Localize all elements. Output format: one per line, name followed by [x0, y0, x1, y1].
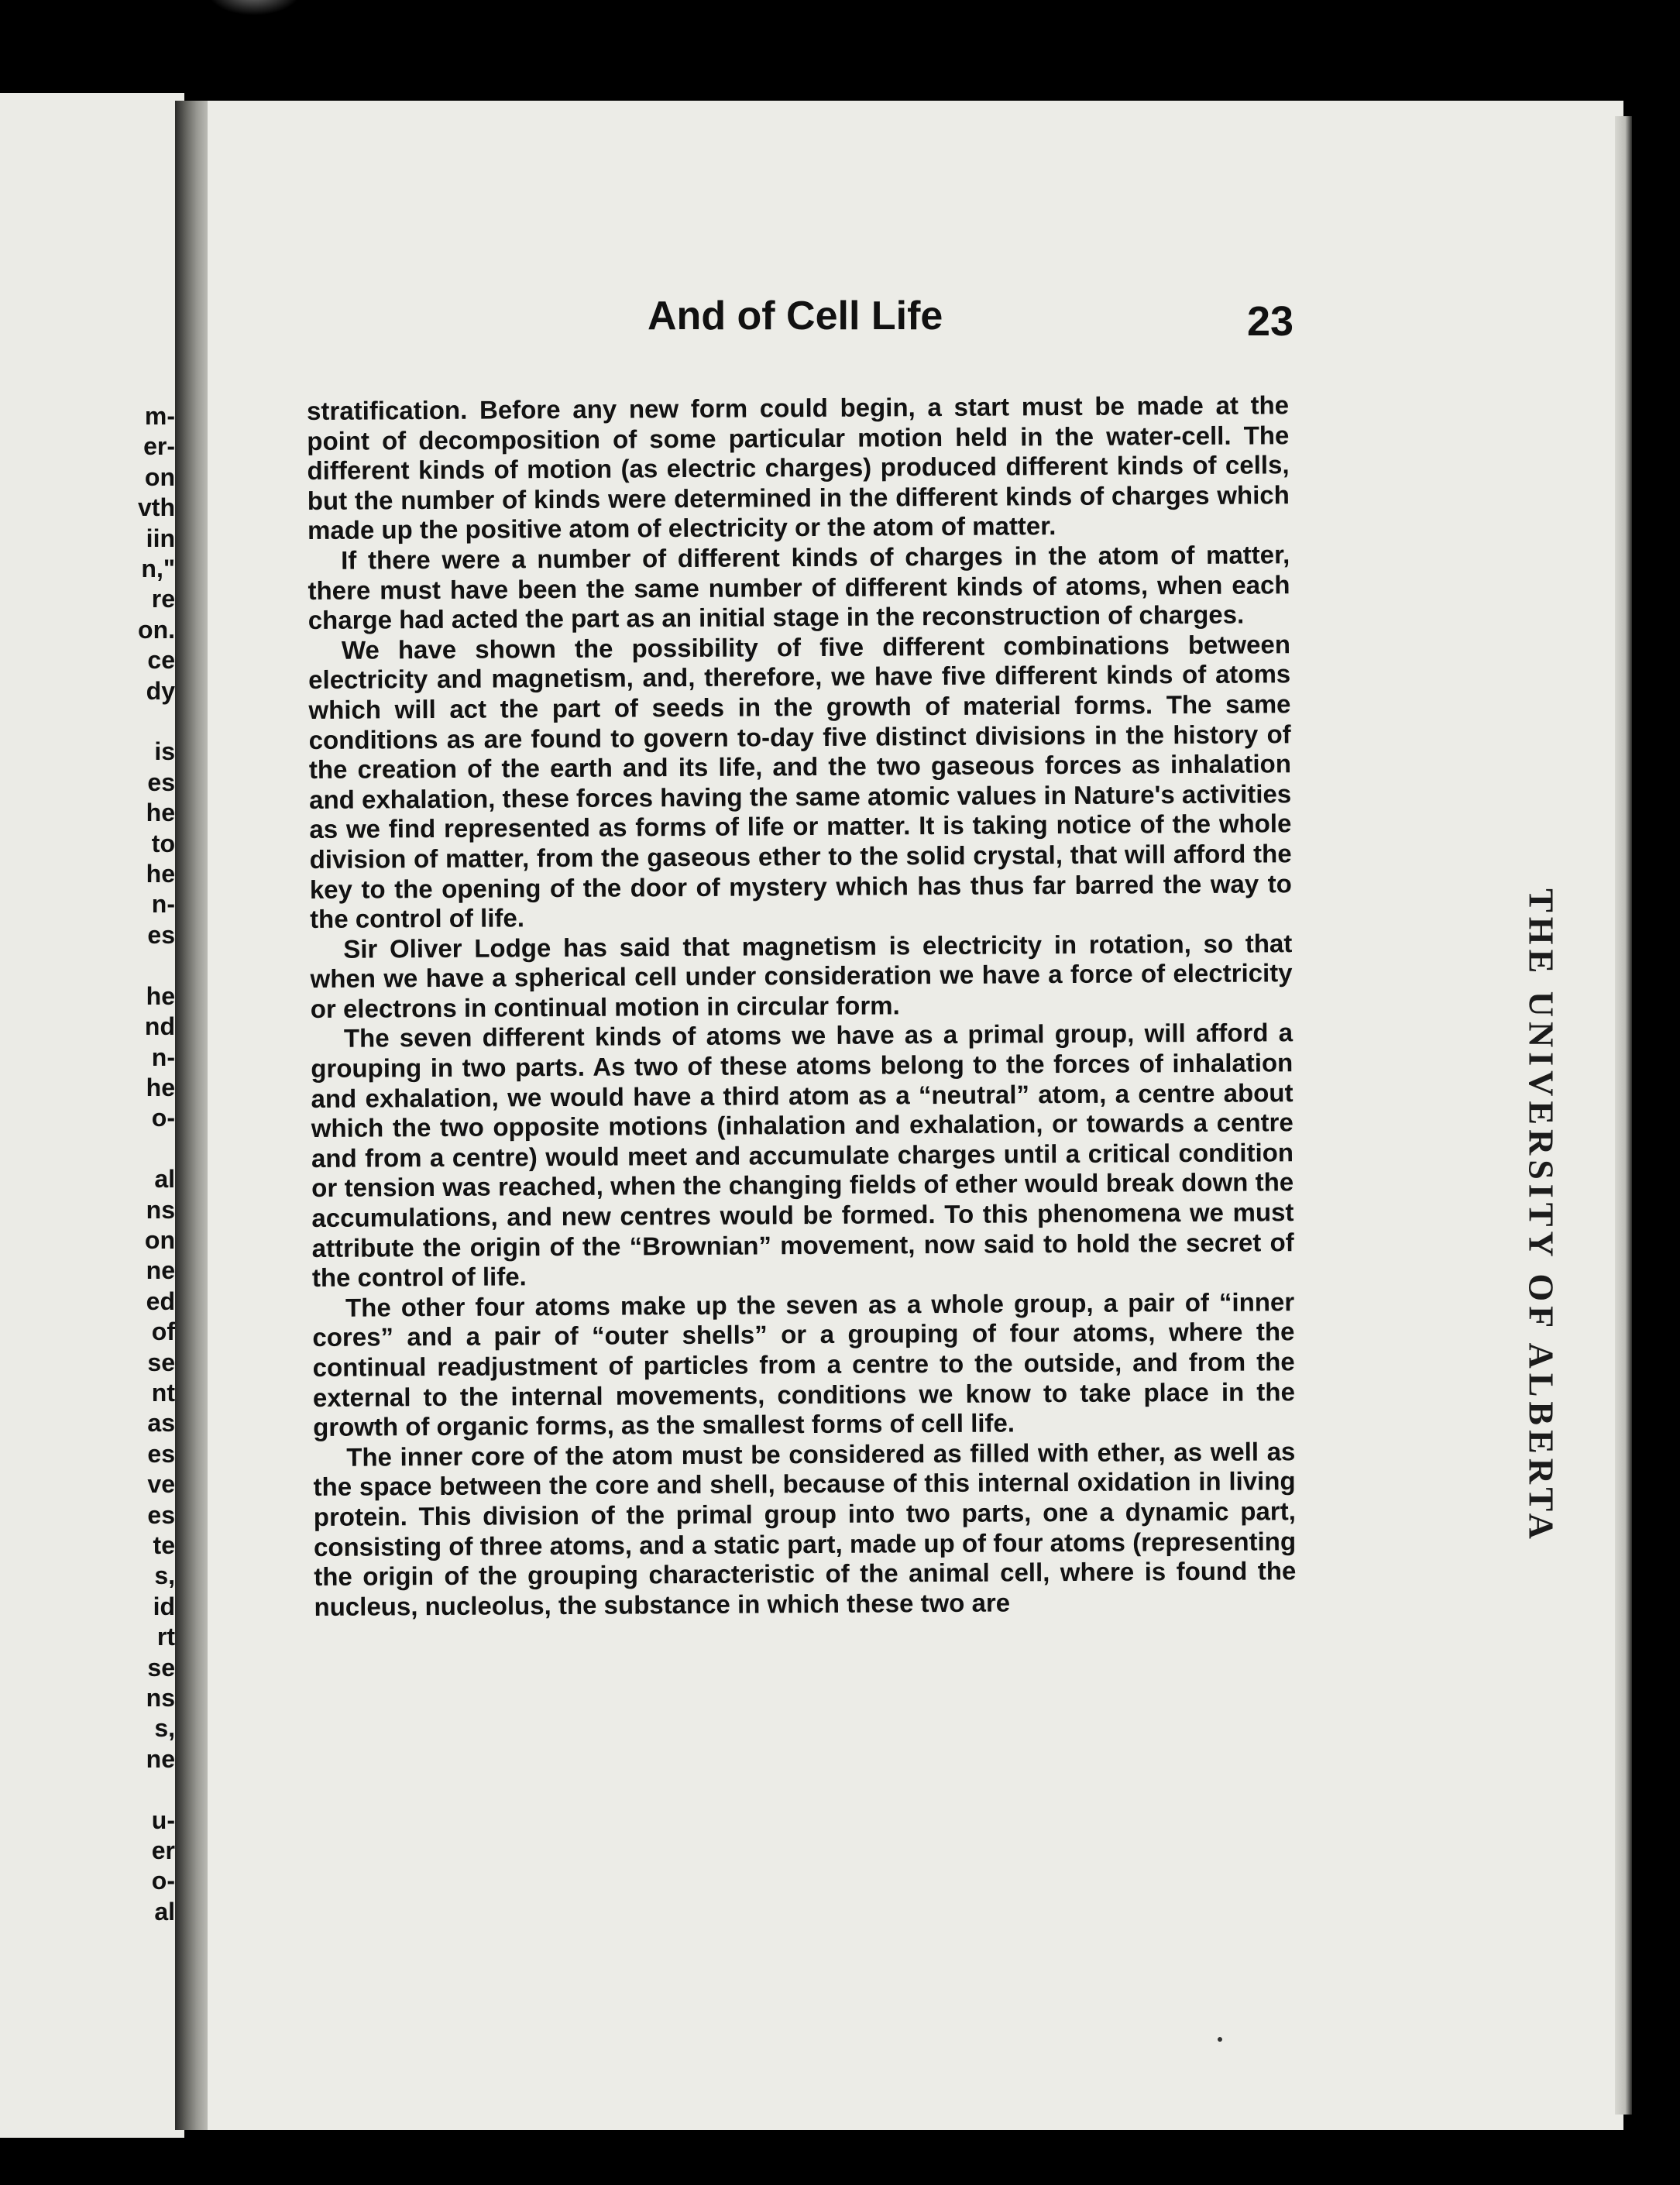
- page-edge-shadow: [1615, 116, 1632, 2115]
- facing-page-fragment: s,: [154, 1714, 175, 1743]
- library-stamp-text: THE UNIVERSITY OF ALBERTA: [1521, 888, 1561, 1544]
- facing-page-fragment: es: [147, 1500, 175, 1529]
- facing-page-fragment: n-: [151, 890, 175, 919]
- paragraph: The inner core of the atom must be considered as filled with ether, as well as the space between the core and shell, because of this internal oxidation in living protein. This division of the primal group into two parts, one a dynamic part, consisting of three atoms, and a static part, made up of four atoms (representing the origin of the grouping characteristic of the animal cell, where is found the nucleus, nucleolus, the substance in which these two are: [313, 1437, 1297, 1621]
- dust-speck: [1218, 2037, 1222, 2042]
- body-text: [307, 390, 1297, 1622]
- paragraph: stratification. Before any new form could begin, a start must be made at the point of decomposition of some particular motion held in the water-cell. The different kinds of motion (as electric charges) produced different kinds of cells, but the number of kinds were determined in the different kinds of charges which made up the positive atom of electricity or the atom of matter.: [307, 390, 1290, 545]
- page-number: 23: [1247, 298, 1294, 345]
- facing-page-fragment: al: [154, 1165, 175, 1194]
- paragraph: Sir Oliver Lodge has said that magnetism is electricity in rotation, so that when we have a spherical cell under consideration we have a force of electricity or electrons in continual motion in circular form.: [310, 928, 1293, 1023]
- facing-page-fragment: s,: [154, 1561, 175, 1590]
- fragment-gap: [20, 1774, 175, 1805]
- library-stamp: [1514, 837, 1568, 1596]
- facing-page-fragment: ed: [146, 1287, 175, 1315]
- facing-page-fragment: on.: [138, 615, 175, 644]
- facing-page-fragment: ce: [147, 646, 175, 675]
- fragment-gap: [20, 1134, 175, 1164]
- facing-page-fragment: ne: [146, 1256, 175, 1285]
- facing-page-fragment: te: [153, 1531, 175, 1559]
- facing-page-fragment: ns: [146, 1684, 175, 1713]
- facing-page-fragment: se: [147, 1348, 175, 1376]
- paragraph: The seven different kinds of atoms we have as a primal group, will afford a grouping in two parts. As two of these atoms belong to the forces of inhalation and exhalation, we would have a third atom as a “neutral” atom, a centre about which the two opposite motions (inhalation and exhalation, or towards a centre and from a centre) would meet and accumulate charges until a critical condition or tension was reached, when the changing fields of ether would break down the accumulations, and new centres would be formed. To this phenomena we must attribute the origin of the “Brownian” movement, now said to hold the secret of the control of life.: [311, 1018, 1294, 1293]
- facing-page-fragment: ns: [146, 1195, 175, 1224]
- fragment-gap: [20, 950, 175, 981]
- facing-page-fragment: on: [144, 462, 175, 491]
- facing-page-fragment: iin: [146, 524, 175, 552]
- facing-page-left: [0, 93, 184, 2138]
- facing-page-fragment: he: [146, 799, 175, 827]
- facing-page-fragment: es: [147, 1439, 175, 1468]
- facing-page-fragment: of: [151, 1318, 175, 1346]
- facing-page-text-fragments: [20, 401, 175, 1927]
- facing-page-fragment: m-: [144, 402, 175, 430]
- facing-page-fragment: nd: [144, 1012, 175, 1041]
- facing-page-fragment: er: [151, 1836, 175, 1865]
- facing-page-fragment: id: [153, 1592, 175, 1620]
- facing-page-fragment: ve: [147, 1470, 175, 1499]
- facing-page-fragment: ne: [146, 1744, 175, 1773]
- facing-page-fragment: n-: [151, 1043, 175, 1071]
- facing-page-fragment: to: [151, 829, 175, 857]
- facing-page-fragment: he: [146, 860, 175, 888]
- facing-page-fragment: re: [151, 585, 175, 613]
- facing-page-fragment: dy: [146, 676, 175, 705]
- facing-page-fragment: he: [146, 1073, 175, 1101]
- facing-page-fragment: se: [147, 1653, 175, 1682]
- facing-page-fragment: er-: [143, 432, 175, 461]
- facing-page-fragment: o-: [151, 1867, 175, 1895]
- facing-page-fragment: as: [147, 1409, 175, 1438]
- facing-page-fragment: vth: [138, 493, 175, 522]
- scan-glare: [208, 0, 301, 15]
- fragment-gap: [20, 706, 175, 737]
- facing-page-fragment: u-: [151, 1805, 175, 1834]
- facing-page-fragment: is: [154, 737, 175, 766]
- paragraph: The other four atoms make up the seven as a whole group, a pair of “inner cores” and a pair of “outer shells” or a grouping of four atoms, where the continual readjustment of particles from a centre to the outside, and from the external to the internal movements, conditions we know to take place in the growth of organic forms, as the smallest forms of cell life.: [312, 1287, 1295, 1442]
- facing-page-fragment: he: [146, 981, 175, 1010]
- facing-page-fragment: on: [144, 1225, 175, 1254]
- facing-page-fragment: es: [147, 768, 175, 796]
- facing-page-fragment: al: [154, 1897, 175, 1926]
- book-gutter: [175, 101, 212, 2130]
- facing-page-fragment: o-: [151, 1104, 175, 1132]
- facing-page-fragment: n,": [141, 555, 175, 583]
- running-head-title: And of Cell Life: [648, 294, 943, 338]
- facing-page-fragment: nt: [151, 1378, 175, 1407]
- paragraph: We have shown the possibility of five different combinations between electricity and magnetism, and, therefore, we have five different kinds of atoms which will act the part of seeds in the growth of material forms. The same conditions as are found to govern to-day five distinct divisions in the history of the creation of the earth and its life, and the two gaseous forces as inhalation and exhalation, these forces having the same atomic values in Nature's activities as we find represented as forms of life or matter. It is taking notice of the whole division of matter, from the gaseous ether to the solid crystal, that will afford the key to the opening of the door of mystery which has thus far barred the way to the control of life.: [308, 629, 1292, 934]
- paragraph: If there were a number of different kinds of charges in the atom of matter, there must have been the same number of different kinds of atoms, when each charge had acted the part as an initial stage in the reconstruction of charges.: [307, 540, 1290, 635]
- facing-page-fragment: es: [147, 920, 175, 949]
- facing-page-fragment: rt: [156, 1623, 175, 1651]
